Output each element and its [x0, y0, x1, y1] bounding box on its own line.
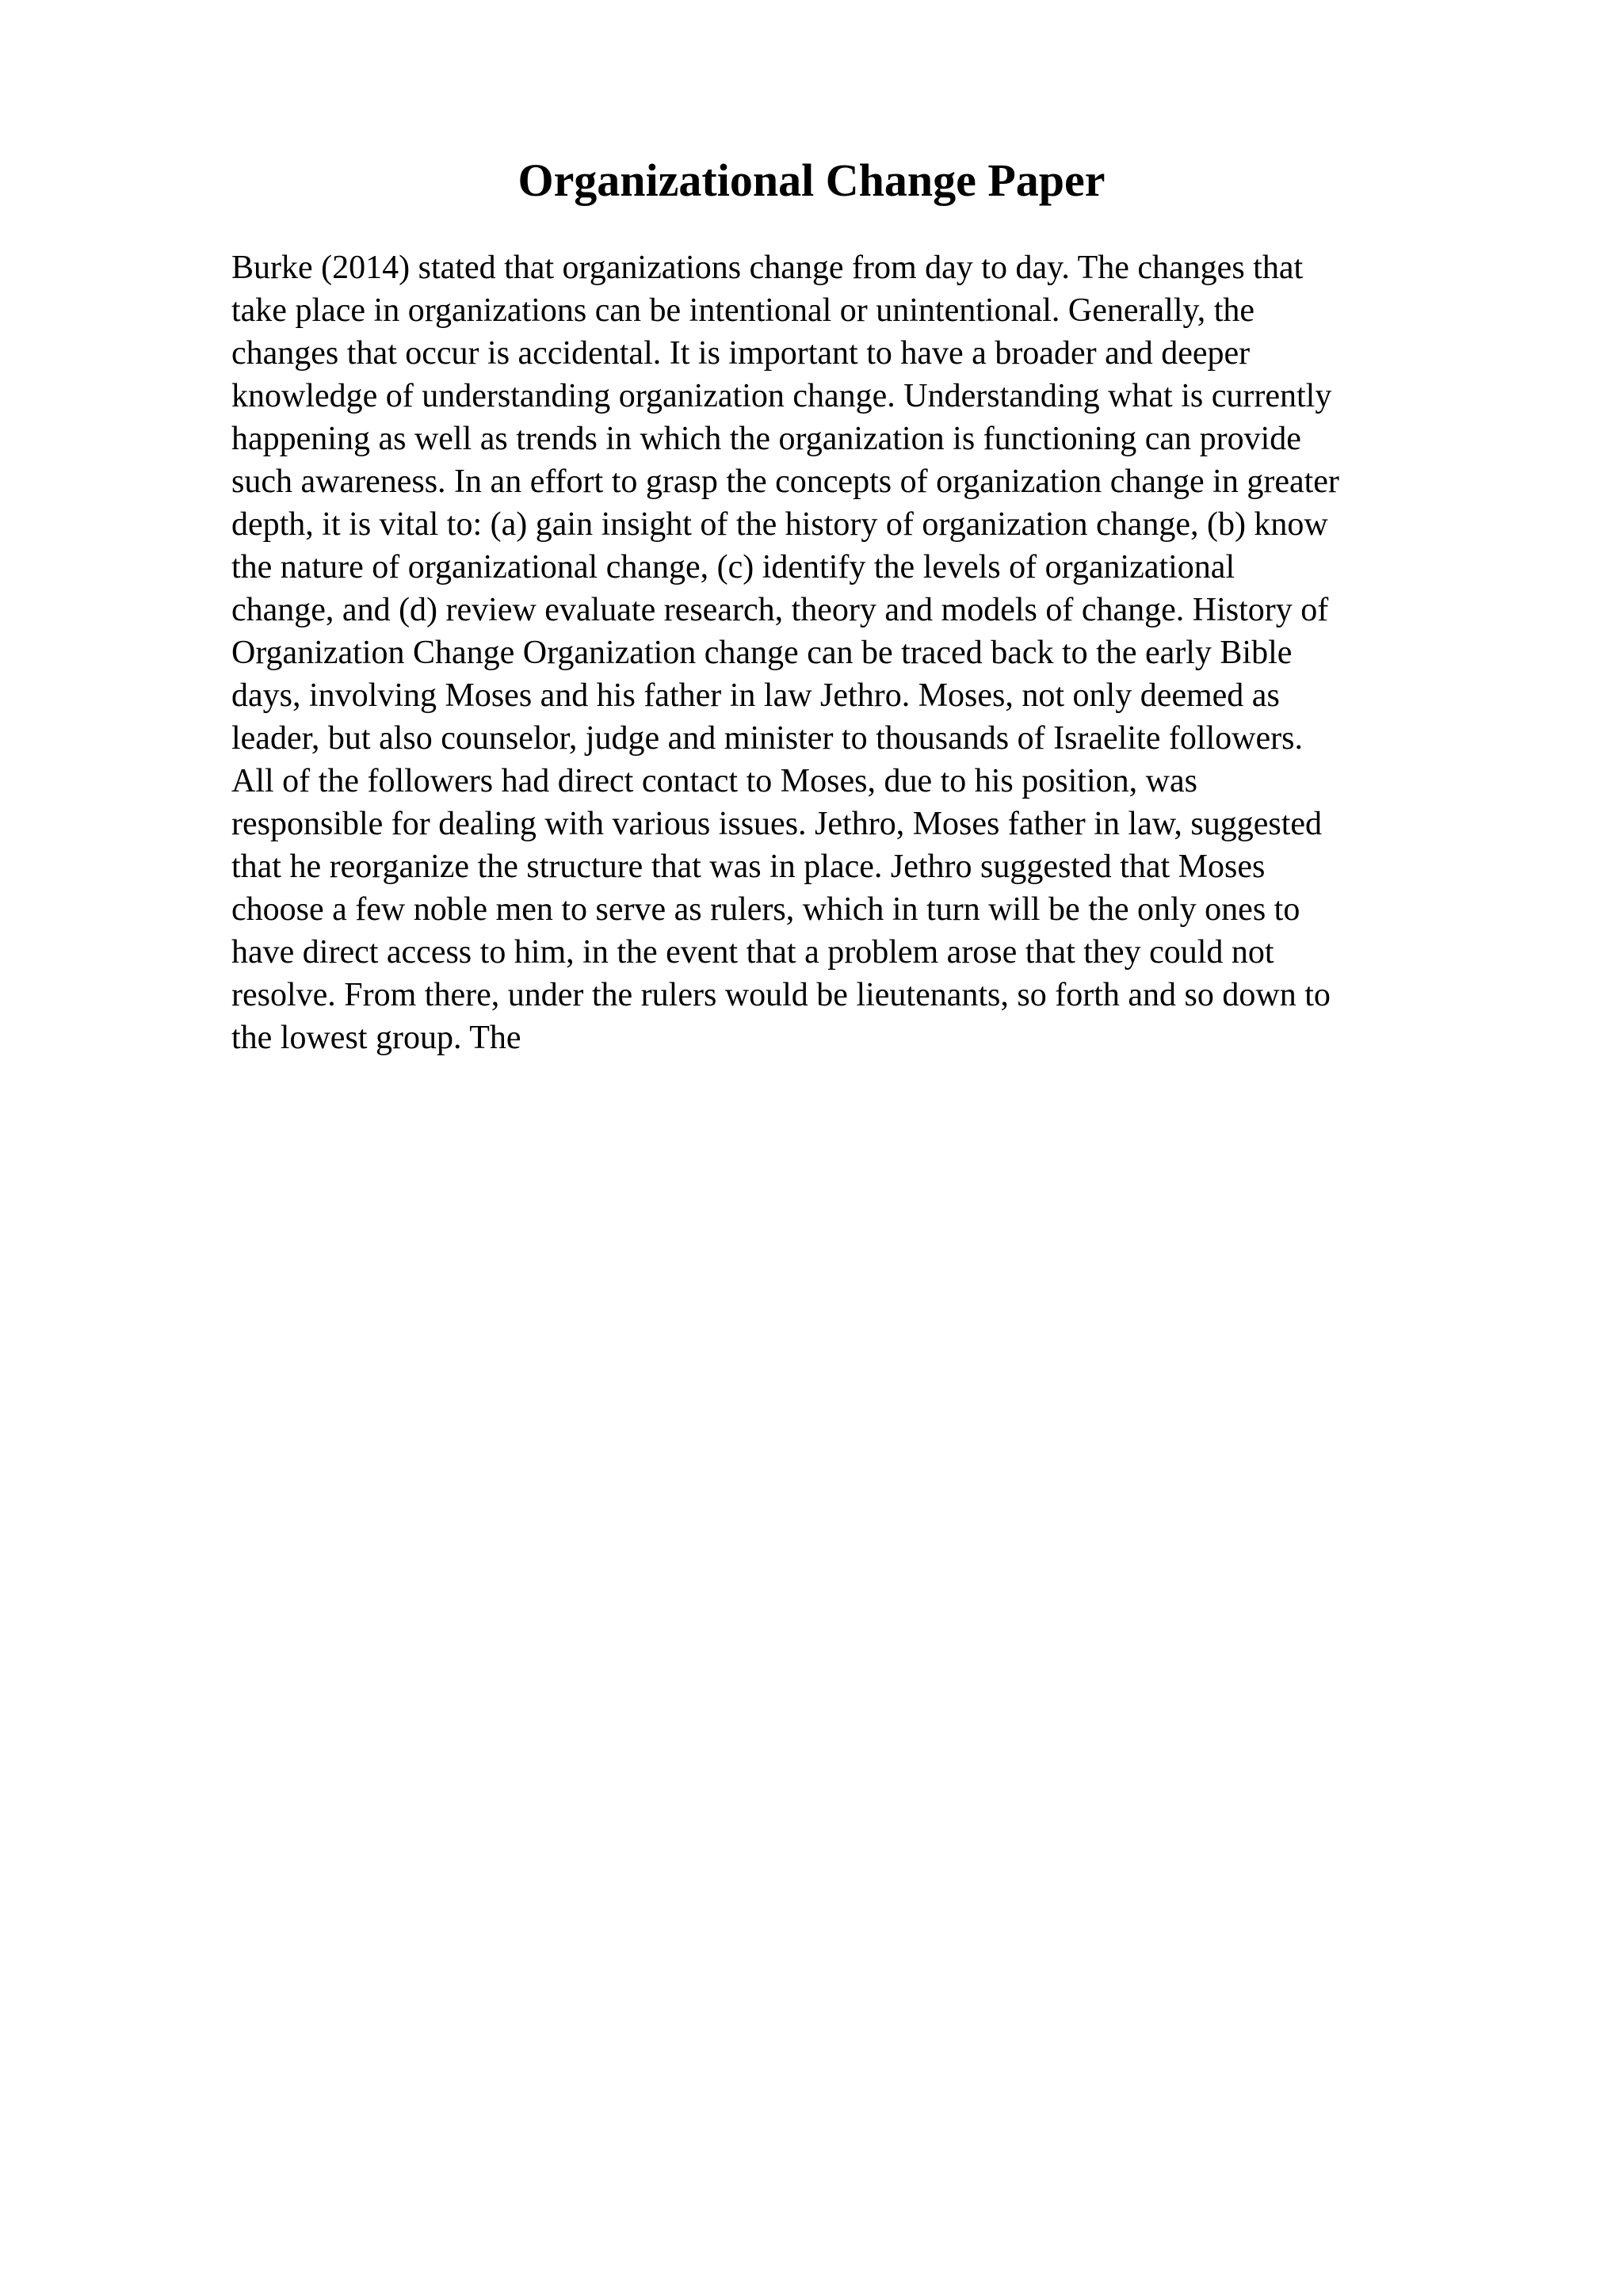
paragraph-line: changes that occur is accidental. It is important to have a broader and deeper: [231, 335, 1251, 372]
paragraph-line: days, involving Moses and his father in law Jethro. Moses, not only deemed as: [231, 677, 1280, 714]
paragraph-line: Organization Change Organization change can be traced back to the early Bible: [231, 635, 1293, 671]
paragraph-line: the lowest group. The: [231, 1020, 521, 1056]
paragraph-line: take place in organizations can be intentional or unintentional. Generally, the: [231, 292, 1255, 329]
paragraph-line: All of the followers had direct contact to Moses, due to his position, was: [231, 763, 1197, 799]
paragraph-line: choose a few noble men to serve as rulers, which in turn will be the only ones to: [231, 891, 1300, 928]
paragraph-line: the nature of organizational change, (c) identify the levels of organizational: [231, 549, 1235, 585]
paragraph-line: such awareness. In an effort to grasp the concepts of organization change in greater: [231, 463, 1339, 500]
paragraph-line: Burke (2014) stated that organizations change from day to day. The changes that: [231, 250, 1304, 286]
body-paragraph: [231, 246, 1594, 1059]
paragraph-line: responsible for dealing with various issues. Jethro, Moses father in law, suggested: [231, 806, 1323, 842]
paragraph-line: that he reorganize the structure that was in place. Jethro suggested that Moses: [231, 849, 1266, 885]
paragraph-line: resolve. From there, under the rulers would be lieutenants, so forth and so down to: [231, 977, 1331, 1013]
page-title: Organizational Change Paper: [517, 154, 1106, 206]
paragraph-line: happening as well as trends in which the organization is functioning can provide: [231, 421, 1301, 457]
paragraph-line: have direct access to him, in the event that a problem arose that they could not: [231, 934, 1274, 971]
paragraph-line: leader, but also counselor, judge and minister to thousands of Israelite followers.: [231, 720, 1303, 757]
paragraph-line: depth, it is vital to: (a) gain insight of the history of organization change, (b) know: [231, 506, 1328, 543]
paragraph-line: change, and (d) review evaluate research, theory and models of change. History of: [231, 592, 1329, 628]
paragraph-line: knowledge of understanding organization change. Understanding what is currently: [231, 378, 1332, 414]
